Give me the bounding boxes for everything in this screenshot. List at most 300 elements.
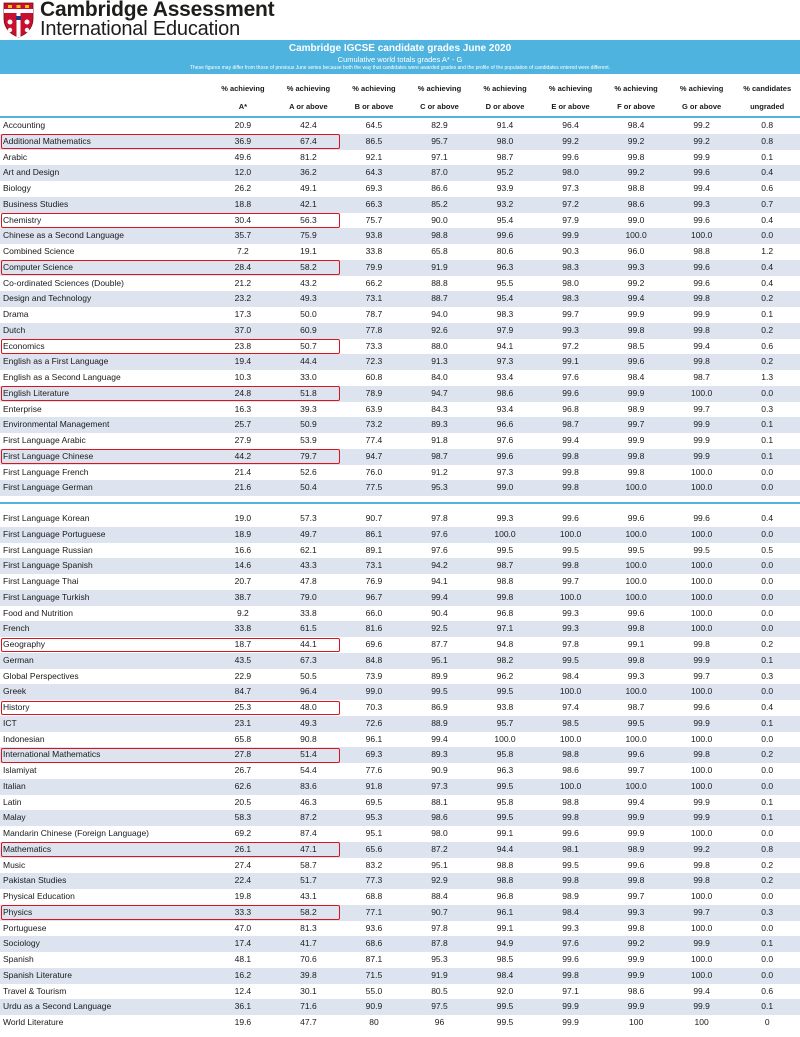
- value-cell: 30.4: [234, 214, 252, 225]
- table-row: [0, 291, 800, 307]
- value-cell: 21.6: [210, 480, 276, 496]
- value-cell: 100.0: [603, 779, 669, 795]
- value-cell: 99.8: [669, 873, 735, 889]
- column-header-line1: % candidates: [743, 84, 792, 93]
- value-cell: 19.8: [234, 891, 252, 901]
- value-cell: 99.5: [472, 684, 538, 700]
- value-cell: 91.9: [407, 260, 473, 276]
- subject-cell: Physical Education: [3, 891, 75, 901]
- value-cell: 99.8: [603, 653, 669, 669]
- subject-cell: First Language Chinese: [0, 449, 210, 465]
- value-cell: 95.4: [496, 214, 514, 225]
- value-cell: 100.0: [669, 968, 735, 984]
- subject-cell: Greek: [0, 684, 210, 700]
- value-cell: 99.0: [472, 480, 538, 496]
- subject-cell: Food and Nutrition: [3, 607, 73, 618]
- value-cell: 98.8: [496, 859, 514, 870]
- value-cell: 0.8: [734, 842, 800, 858]
- value-cell: 86.1: [341, 527, 407, 543]
- value-cell: 84.3: [431, 403, 448, 414]
- value-cell: 100.0: [538, 590, 604, 606]
- value-cell: 97.3: [562, 183, 579, 193]
- value-cell: 48.0: [300, 702, 317, 712]
- value-cell: 88.9: [407, 716, 473, 732]
- table-row: [0, 700, 800, 716]
- value-cell: 99.2: [603, 936, 669, 952]
- value-cell: 94.2: [407, 558, 473, 574]
- value-cell: 100.0: [538, 527, 604, 543]
- value-cell: 99.2: [669, 842, 735, 858]
- value-cell: 7.2: [236, 246, 249, 256]
- value-cell: 100.0: [690, 765, 713, 775]
- value-cell: 99.9: [562, 1017, 579, 1027]
- value-cell: 39.8: [276, 968, 342, 984]
- value-cell: 88.7: [407, 291, 473, 307]
- value-cell: 26.2: [234, 183, 252, 193]
- section-separator-line: [0, 502, 800, 504]
- value-cell: 99.7: [603, 417, 669, 433]
- value-cell: 98.6: [472, 386, 538, 402]
- value-cell: 99.7: [562, 309, 579, 319]
- value-cell: 50.5: [300, 670, 317, 681]
- subject-cell: First Language Russian: [3, 544, 93, 555]
- value-cell: 79.0: [276, 590, 342, 606]
- value-cell: 0.8: [734, 134, 800, 150]
- value-cell: 0.0: [734, 968, 800, 984]
- value-cell: 98.7: [496, 151, 514, 162]
- value-cell: 92.5: [407, 621, 473, 637]
- value-cell: 18.8: [210, 197, 276, 213]
- value-cell: 100.0: [603, 558, 669, 574]
- table-row: [0, 763, 800, 779]
- value-cell: 98.6: [407, 810, 473, 826]
- value-cell: 99.6: [472, 228, 538, 244]
- value-cell: 84.0: [431, 372, 448, 382]
- value-cell: 95.4: [472, 291, 538, 307]
- value-cell: 0.4: [761, 277, 774, 288]
- value-cell: 98.4: [538, 905, 604, 921]
- value-cell: 87.4: [300, 828, 317, 838]
- subject-cell: First Language German: [0, 480, 210, 496]
- value-cell: 96.8: [496, 607, 514, 618]
- value-cell: 54.4: [300, 765, 317, 775]
- subject-cell: First Language Korean: [3, 513, 90, 523]
- value-cell: 89.1: [365, 544, 383, 555]
- value-cell: 99.7: [627, 765, 645, 775]
- value-cell: 0.0: [734, 779, 800, 795]
- value-cell: 97.9: [562, 214, 579, 225]
- value-cell: 99.7: [693, 670, 710, 681]
- value-cell: 0.1: [734, 936, 800, 952]
- value-cell: 0.4: [761, 214, 774, 225]
- value-cell: 99.9: [669, 417, 735, 433]
- value-cell: 97.6: [562, 372, 579, 382]
- subject-cell: Music: [3, 859, 26, 870]
- value-cell: 99.9: [693, 151, 710, 162]
- value-cell: 100.0: [669, 480, 735, 496]
- value-cell: 60.9: [276, 323, 342, 339]
- table-row: [0, 842, 800, 858]
- value-cell: 99.8: [627, 922, 645, 933]
- value-cell: 0.0: [761, 922, 774, 933]
- column-header: [603, 80, 669, 117]
- value-cell: 100.0: [559, 733, 582, 744]
- value-cell: 97.8: [431, 513, 448, 523]
- column-header-line1: % achieving: [286, 84, 331, 93]
- column-header-line1: % achieving: [417, 84, 462, 93]
- value-cell: 1.3: [761, 372, 774, 382]
- value-cell: 0.2: [761, 859, 774, 870]
- subject-cell: Enterprise: [3, 403, 42, 414]
- brand-name-line2: International Education: [40, 18, 240, 40]
- value-cell: 99.9: [627, 828, 645, 838]
- value-cell: 67.4: [276, 134, 342, 150]
- value-cell: 33.0: [300, 372, 317, 382]
- value-cell: 68.6: [341, 936, 407, 952]
- value-cell: 90.3: [562, 246, 579, 256]
- value-cell: 42.1: [276, 197, 342, 213]
- value-cell: 99.9: [669, 653, 735, 669]
- value-cell: 87.7: [431, 639, 448, 649]
- subject-cell: English Literature: [0, 386, 210, 402]
- value-cell: 93.4: [496, 372, 514, 382]
- value-cell: 33.8: [210, 621, 276, 637]
- column-header-line1: % achieving: [483, 84, 527, 93]
- value-cell: 79.7: [276, 449, 342, 465]
- value-cell: 55.0: [365, 985, 383, 996]
- table-row: [0, 936, 800, 952]
- table-row: [0, 228, 800, 244]
- value-cell: 77.1: [341, 905, 407, 921]
- value-cell: 14.6: [210, 558, 276, 574]
- value-cell: 99.4: [431, 733, 448, 744]
- value-cell: 70.6: [300, 954, 317, 964]
- value-cell: 20.9: [210, 117, 276, 134]
- value-cell: 94.9: [472, 936, 538, 952]
- table-row: [0, 181, 800, 197]
- subject-cell: Mathematics: [0, 842, 210, 858]
- table-row: [0, 810, 800, 826]
- value-cell: 99.9: [669, 999, 735, 1015]
- value-cell: 71.6: [276, 999, 342, 1015]
- table-row: [0, 465, 800, 481]
- subject-cell: Portuguese: [3, 922, 47, 933]
- value-cell: 99.0: [341, 684, 407, 700]
- value-cell: 99.5: [472, 779, 538, 795]
- value-cell: 95.8: [496, 796, 514, 807]
- value-cell: 51.8: [276, 386, 342, 402]
- value-cell: 76.9: [365, 576, 383, 586]
- value-cell: 90.7: [407, 905, 473, 921]
- value-cell: 100.0: [472, 527, 538, 543]
- table-row: [0, 165, 800, 181]
- table-row: [0, 307, 800, 323]
- value-cell: 99.8: [627, 151, 645, 162]
- value-cell: 98.4: [562, 670, 579, 681]
- value-cell: 0.1: [761, 151, 774, 162]
- table-row: [0, 669, 800, 685]
- value-cell: 98.0: [562, 277, 579, 288]
- value-cell: 66.0: [365, 607, 383, 618]
- column-header: [407, 80, 473, 117]
- table-note: These figures may differ from those of previous June series because both the way that candidates were awarded grades and the profile of the population of candidates entered were different.: [189, 65, 611, 71]
- value-cell: 99.8: [472, 590, 538, 606]
- value-cell: 100.0: [690, 466, 713, 477]
- value-cell: 0.0: [761, 765, 774, 775]
- column-header-line2: B or above: [354, 102, 394, 111]
- subject-cell: Design and Technology: [0, 291, 210, 307]
- table-row: [0, 527, 800, 543]
- value-cell: 58.2: [276, 260, 342, 276]
- value-cell: 0.8: [734, 117, 800, 134]
- value-cell: 100.0: [690, 607, 713, 618]
- value-cell: 99.5: [562, 544, 579, 555]
- value-cell: 33.3: [210, 905, 276, 921]
- subject-cell: Global Perspectives: [3, 670, 79, 681]
- value-cell: 99.1: [496, 922, 514, 933]
- column-header-line2: F or above: [617, 102, 656, 111]
- value-cell: 96.4: [276, 684, 342, 700]
- value-cell: 99.6: [669, 165, 735, 181]
- value-cell: 98.6: [562, 765, 579, 775]
- value-cell: 10.3: [234, 372, 252, 382]
- table-row: [0, 402, 800, 418]
- value-cell: 99.2: [669, 134, 735, 150]
- subject-cell: Italian: [0, 779, 210, 795]
- table-row: [0, 590, 800, 606]
- value-cell: 100: [694, 1017, 709, 1027]
- value-cell: 95.1: [365, 828, 383, 838]
- subject-cell: Environmental Management: [0, 417, 210, 433]
- value-cell: 95.5: [496, 277, 514, 288]
- value-cell: 98.3: [538, 260, 604, 276]
- value-cell: 98.4: [603, 117, 669, 134]
- subject-cell: Arabic: [3, 151, 28, 162]
- value-cell: 33.8: [300, 607, 317, 618]
- value-cell: 96.1: [472, 905, 538, 921]
- value-cell: 99.8: [669, 354, 735, 370]
- value-cell: 18.7: [234, 639, 252, 649]
- value-cell: 42.4: [276, 117, 342, 134]
- subject-cell: Islamiyat: [3, 765, 37, 775]
- value-cell: 38.7: [210, 590, 276, 606]
- value-cell: 47.1: [276, 842, 342, 858]
- value-cell: 24.8: [210, 386, 276, 402]
- brand-header: [0, 0, 800, 40]
- value-cell: 99.9: [603, 386, 669, 402]
- value-cell: 83.6: [276, 779, 342, 795]
- value-cell: 88.8: [431, 277, 448, 288]
- value-cell: 97.2: [562, 340, 579, 351]
- value-cell: 100.0: [603, 684, 669, 700]
- value-cell: 96.3: [496, 765, 514, 775]
- table-row: [0, 370, 800, 386]
- value-cell: 0.1: [734, 810, 800, 826]
- column-header: [341, 80, 407, 117]
- value-cell: 77.8: [341, 323, 407, 339]
- subject-cell: First Language French: [3, 466, 89, 477]
- value-cell: 17.4: [210, 936, 276, 952]
- value-cell: 0.6: [761, 183, 774, 193]
- value-cell: 21.2: [234, 277, 252, 288]
- table-row: [0, 716, 800, 732]
- value-cell: 90.4: [431, 607, 448, 618]
- value-cell: 98.8: [472, 873, 538, 889]
- table-row: [0, 779, 800, 795]
- value-cell: 97.8: [431, 922, 448, 933]
- subject-cell: Co-ordinated Sciences (Double): [3, 277, 124, 288]
- value-cell: 70.3: [365, 702, 383, 712]
- value-cell: 97.4: [562, 702, 579, 712]
- value-cell: 99.2: [603, 165, 669, 181]
- subject-cell: World Literature: [3, 1017, 64, 1027]
- value-cell: 96.8: [562, 403, 579, 414]
- value-cell: 57.3: [300, 513, 317, 523]
- value-cell: 99.6: [603, 354, 669, 370]
- value-cell: 99.8: [562, 466, 579, 477]
- value-cell: 99.3: [669, 197, 735, 213]
- value-cell: 100.0: [690, 828, 713, 838]
- value-cell: 39.3: [300, 403, 317, 414]
- value-cell: 91.8: [431, 435, 448, 445]
- section-separator: [0, 496, 800, 511]
- value-cell: 99.6: [693, 214, 710, 225]
- value-cell: 44.1: [300, 639, 317, 649]
- value-cell: 49.6: [234, 151, 252, 162]
- value-cell: 51.7: [276, 873, 342, 889]
- value-cell: 98.3: [496, 309, 514, 319]
- value-cell: 98.7: [693, 372, 710, 382]
- value-cell: 58.2: [276, 905, 342, 921]
- value-cell: 0.0: [734, 480, 800, 496]
- value-cell: 99.2: [603, 134, 669, 150]
- value-cell: 16.3: [234, 403, 252, 414]
- value-cell: 99.6: [603, 747, 669, 763]
- value-cell: 98.8: [562, 796, 579, 807]
- value-cell: 96.6: [472, 417, 538, 433]
- value-cell: 73.1: [341, 291, 407, 307]
- value-cell: 0.0: [734, 558, 800, 574]
- value-cell: 86.5: [341, 134, 407, 150]
- value-cell: 0.6: [761, 340, 774, 351]
- subject-cell: Business Studies: [0, 197, 210, 213]
- value-cell: 91.4: [472, 117, 538, 134]
- value-cell: 16.6: [234, 544, 252, 555]
- value-cell: 82.9: [407, 117, 473, 134]
- value-cell: 99.8: [538, 480, 604, 496]
- value-cell: 98.0: [472, 134, 538, 150]
- value-cell: 98.6: [627, 985, 645, 996]
- table-title: Cambridge IGCSE candidate grades June 2020: [288, 43, 512, 54]
- subject-cell: Combined Science: [3, 246, 75, 256]
- table-subtitle: Cumulative world totals grades A* - G: [337, 55, 463, 64]
- value-cell: 98.7: [538, 417, 604, 433]
- value-cell: 99.7: [693, 403, 710, 414]
- value-cell: 91.3: [407, 354, 473, 370]
- table-row: [0, 732, 800, 748]
- value-cell: 50.9: [276, 417, 342, 433]
- value-cell: 99.9: [538, 999, 604, 1015]
- value-cell: 92.9: [407, 873, 473, 889]
- value-cell: 99.6: [562, 828, 579, 838]
- value-cell: 96.1: [365, 733, 383, 744]
- value-cell: 36.9: [210, 134, 276, 150]
- value-cell: 17.3: [234, 309, 252, 319]
- value-cell: 99.6: [627, 513, 645, 523]
- value-cell: 49.1: [300, 183, 317, 193]
- value-cell: 0.0: [734, 684, 800, 700]
- value-cell: 95.8: [472, 747, 538, 763]
- value-cell: 100.0: [603, 527, 669, 543]
- subject-cell: English as a Second Language: [3, 372, 121, 382]
- value-cell: 99.1: [627, 639, 645, 649]
- value-cell: 77.3: [341, 873, 407, 889]
- value-cell: 99.4: [603, 291, 669, 307]
- value-cell: 0.1: [734, 449, 800, 465]
- subject-cell: Urdu as a Second Language: [0, 999, 210, 1015]
- value-cell: 0.4: [734, 260, 800, 276]
- column-header-line2: D or above: [485, 102, 525, 111]
- table-header-row: [0, 80, 800, 117]
- value-cell: 99.3: [603, 905, 669, 921]
- value-cell: 99.9: [693, 309, 710, 319]
- table-row: [0, 386, 800, 402]
- subject-cell: Biology: [3, 183, 31, 193]
- value-cell: 99.9: [669, 936, 735, 952]
- value-cell: 99.3: [538, 323, 604, 339]
- column-header-line1: % achieving: [614, 84, 658, 93]
- value-cell: 37.0: [210, 323, 276, 339]
- value-cell: 99.8: [603, 449, 669, 465]
- value-cell: 33.8: [365, 246, 383, 256]
- value-cell: 99.5: [603, 716, 669, 732]
- section-separator-cell: [0, 496, 800, 511]
- value-cell: 47.7: [300, 1017, 317, 1027]
- value-cell: 65.8: [431, 246, 448, 256]
- value-cell: 91.9: [407, 968, 473, 984]
- value-cell: 73.1: [341, 558, 407, 574]
- value-cell: 99.8: [693, 859, 710, 870]
- value-cell: 100.0: [603, 228, 669, 244]
- value-cell: 50.0: [300, 309, 317, 319]
- value-cell: 90.9: [341, 999, 407, 1015]
- table-row: [0, 999, 800, 1015]
- column-header-line1: % achieving: [679, 84, 724, 93]
- value-cell: 75.9: [276, 228, 342, 244]
- column-header: [669, 80, 735, 117]
- value-cell: 99.8: [603, 323, 669, 339]
- value-cell: 99.6: [627, 859, 645, 870]
- value-cell: 49.3: [276, 716, 342, 732]
- value-cell: 98.4: [472, 968, 538, 984]
- value-cell: 69.6: [365, 639, 383, 649]
- value-cell: 99.8: [603, 873, 669, 889]
- value-cell: 66.2: [365, 277, 383, 288]
- value-cell: 97.6: [407, 527, 473, 543]
- table-row: [0, 150, 800, 166]
- value-cell: 96.8: [496, 891, 514, 901]
- value-cell: 78.9: [341, 386, 407, 402]
- value-cell: 77.6: [365, 765, 383, 775]
- value-cell: 99.6: [538, 386, 604, 402]
- column-header: [210, 80, 276, 117]
- value-cell: 100.0: [669, 386, 735, 402]
- subject-cell: First Language Arabic: [3, 435, 86, 445]
- value-cell: 99.8: [669, 291, 735, 307]
- value-cell: 28.4: [210, 260, 276, 276]
- table-row: [0, 921, 800, 937]
- value-cell: 95.2: [472, 165, 538, 181]
